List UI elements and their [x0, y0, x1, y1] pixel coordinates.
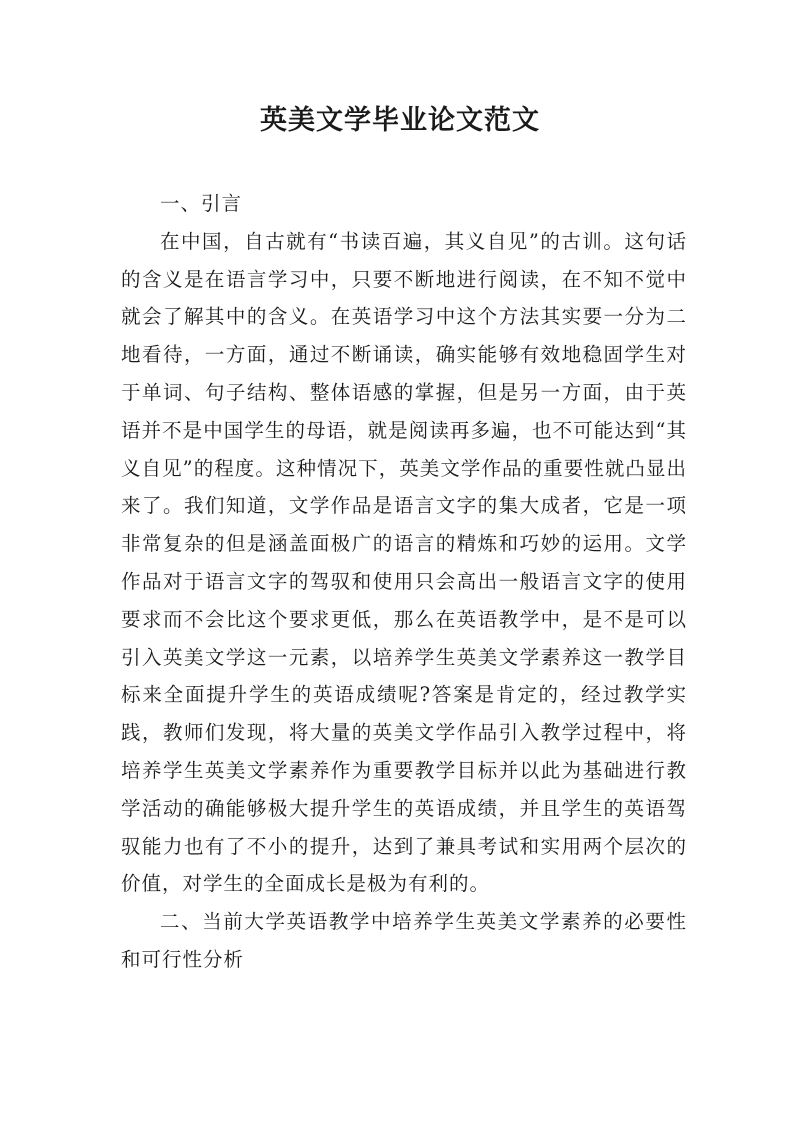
section-heading-necessity: 二、当前大学英语教学中培养学生英美文学素养的必要性和可行性分析 — [121, 910, 687, 971]
document-body — [121, 185, 687, 979]
section-heading-introduction: 一、引言 — [160, 192, 243, 215]
introduction-paragraph: 在中国，自古就有“书读百遍，其义自见”的古训。这句话的含义是在语言学习中，只要不断地进行阅读，在不知不觉中就会了解其中的含义。在英语学习中这个方法其实要一分为二地看待，一方面，通过不断诵读，确实能够有效地稳固学生对于单词、句子结构、整体语感的掌握，但是另一方面，由于英语并不是中国学生的母语，就是阅读再多遍，也不可能达到“其义自见”的程度。这种情况下，英美文学作品的重要性就凸显出来了。我们知道，文学作品是语言文字的集大成者，它是一项非常复杂的但是涵盖面极广的语言的精炼和巧妙的运用。文学作品对于语言文字的驾驭和使用只会高出一般语言文字的使用要求而不会比这个要求更低，那么在英语教学中，是不是可以引入英美文学这一元素，以培养学生英美文学素养这一教学目标来全面提升学生的英语成绩呢?答案是肯定的，经过教学实践，教师们发现，将大量的英美文学作品引入教学过程中，将培养学生英美文学素养作为重要教学目标并以此为基础进行教学活动的确能够极大提升学生的英语成绩，并且学生的英语驾驭能力也有了不小的提升，达到了兼具考试和实用两个层次的价值，对学生的全面成长是极为有利的。 — [121, 229, 687, 896]
document-title: 英美文学毕业论文范文 — [260, 105, 540, 136]
